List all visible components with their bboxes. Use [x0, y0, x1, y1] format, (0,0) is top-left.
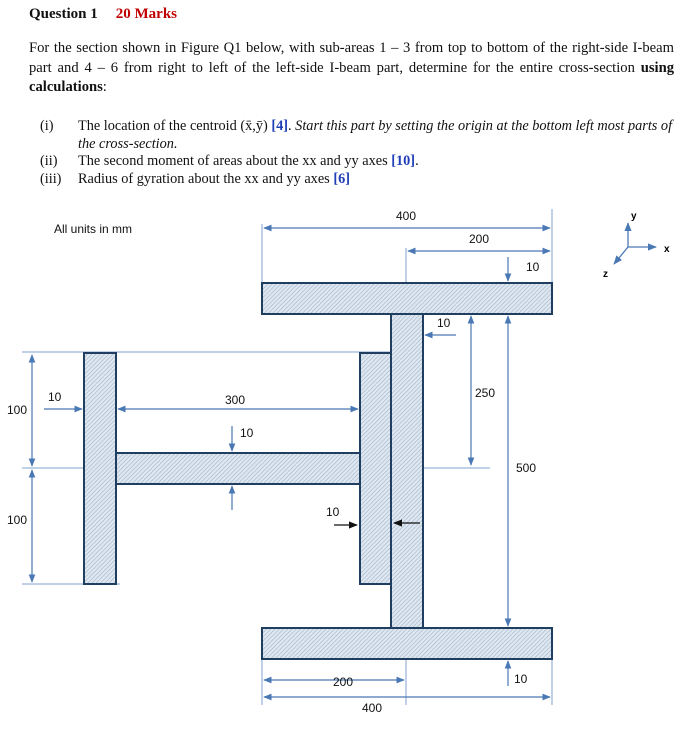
label-web-t: 10	[240, 426, 254, 440]
label-300: 300	[225, 393, 246, 407]
label-bottom-flange: 10	[514, 672, 528, 686]
part-mark: [4]	[271, 118, 289, 134]
part-mark: [10]	[391, 153, 416, 169]
label-lower-100: 100	[7, 513, 28, 527]
part-number: (ii)	[40, 153, 58, 169]
left-right-flange	[360, 353, 391, 584]
label-top-half: 200	[469, 232, 490, 246]
intro-emphasis: using calculations	[29, 59, 674, 95]
question-marks: 20 Marks	[115, 6, 178, 22]
label-500: 500	[516, 461, 537, 475]
label-bottom-width: 400	[362, 701, 383, 715]
part-text: Radius of gyration about the xx and yy axes	[78, 170, 334, 187]
top-flange	[262, 283, 552, 314]
label-top-width: 400	[396, 209, 417, 223]
bottom-flange	[262, 628, 552, 659]
part-number: (iii)	[40, 170, 62, 187]
question-title: Question 1	[29, 6, 98, 22]
axis-y-label: y	[631, 211, 637, 222]
part-number: (i)	[40, 118, 54, 134]
axis-x-label: x	[664, 244, 670, 255]
part-text: The second moment of areas about the xx and yy axes	[78, 153, 392, 169]
intro-end: :	[102, 79, 107, 95]
part-text: The location of the centroid (x̄,ȳ)	[78, 118, 272, 134]
part-mark: [6]	[333, 170, 350, 187]
z-axis-arrow	[614, 247, 628, 264]
axis-triad	[614, 223, 656, 264]
right-web	[391, 314, 423, 628]
label-web-thickness: 10	[437, 316, 451, 330]
label-upper-100: 100	[7, 403, 28, 417]
left-flange	[84, 353, 116, 584]
left-web	[116, 453, 360, 484]
label-250: 250	[475, 386, 496, 400]
label-left-flange: 10	[48, 390, 62, 404]
intro-text: For the section shown in Figure Q1 below, with sub-areas 1 – 3 from top to bottom of the right-side I-beam part and 4 – 6 from right to left of the left-side I-beam part, determine for the entire cross-section	[29, 40, 674, 76]
label-right-flange: 10	[326, 505, 340, 519]
units-note: All units in mm	[54, 222, 133, 236]
part-instruction: Start this part by setting the origin at the bottom left most parts of the cross-section.	[78, 118, 673, 152]
label-bottom-half: 200	[333, 675, 354, 689]
cross-section	[84, 283, 552, 659]
axis-z-label: z	[603, 269, 608, 280]
part-text-end: .	[415, 153, 419, 169]
part-text-end: .	[288, 118, 296, 134]
label-top-flange: 10	[526, 260, 540, 274]
